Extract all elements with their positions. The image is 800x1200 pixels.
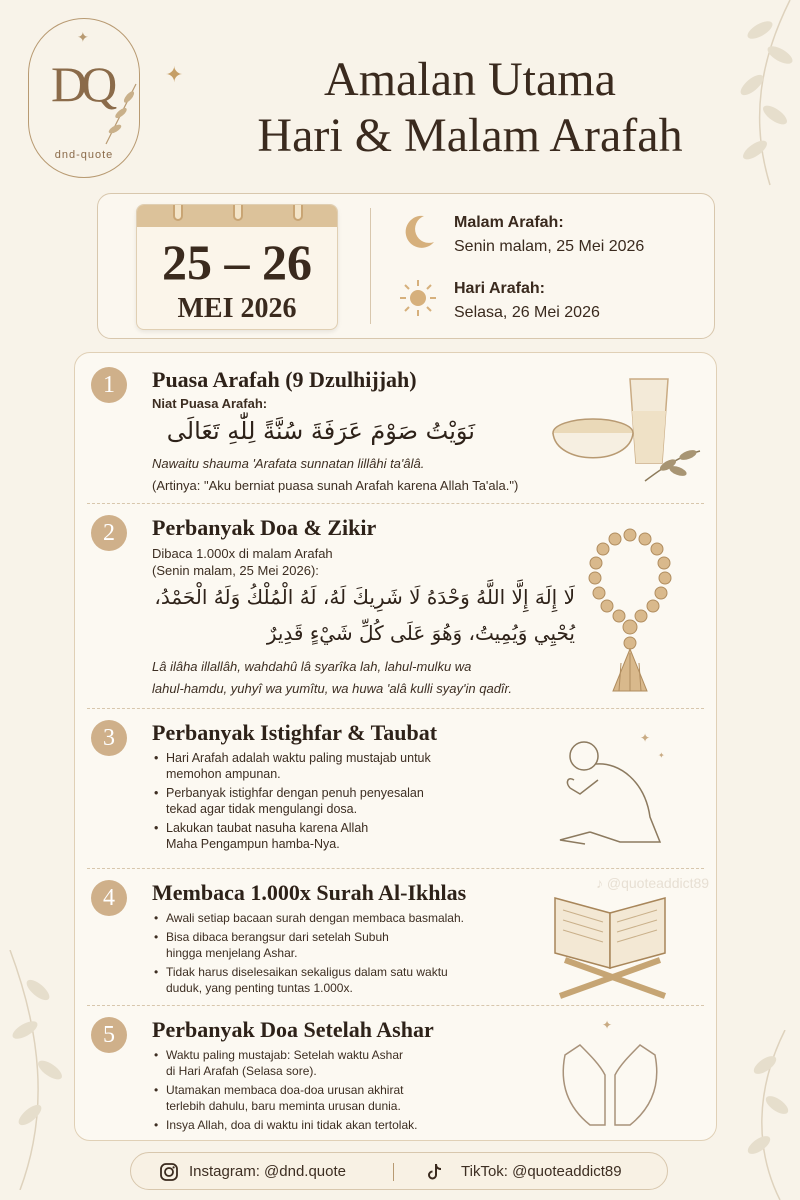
date-card — [97, 193, 715, 339]
logo-monogram: DQ — [51, 56, 112, 112]
bullet-list — [152, 750, 431, 855]
section-2 — [75, 503, 716, 708]
praying-hands-icon — [550, 1015, 670, 1135]
section-number: 1 — [91, 367, 127, 403]
list-item: • Lakukan taubat nasuha karena Allah Maha Pengampun hamba-Nya. — [152, 820, 431, 852]
bowl-and-glass-icon — [550, 371, 710, 491]
zikir-latin-2: lahul-hamdu, yuhyî wa yumîtu, wa huwa 'alâ kulli syay'in qadîr. — [152, 681, 512, 696]
section-title: Perbanyak Doa & Zikir — [152, 515, 377, 540]
zikir-arabic-2: يُحْيِي وَيُمِيتُ، وَهُوَ عَلَى كُلِّ شَيْءٍ قَدِيرٌ — [266, 621, 575, 645]
title-line-2: Hari & Malam Arafah — [257, 109, 683, 162]
svg-text:✦: ✦ — [640, 731, 651, 745]
title-line-1: Amalan Utama — [324, 53, 616, 106]
zikir-arabic-1: لَا إِلَهَ إِلَّا اللَّهُ وَحْدَهُ لَا شَرِيكَ لَهُ، لَهُ الْمُلْكُ وَلَهُ الْحَمْدُ، — [154, 585, 575, 609]
sun-icon — [398, 278, 438, 318]
night-value: Senin malam, 25 Mei 2026 — [454, 238, 645, 255]
instagram-icon — [159, 1162, 179, 1182]
list-item: • Perbanyak istighfar dengan penuh penyesalan tekad agar tidak mengulangi dosa. — [152, 785, 431, 817]
list-item: • Bisa dibaca berangsur dari setelah Subuh hingga menjelang Ashar. — [152, 929, 464, 961]
day-label: Hari Arafah: — [454, 280, 545, 297]
bullet-list — [152, 910, 464, 999]
social-footer — [130, 1152, 668, 1190]
svg-text:✦: ✦ — [602, 1018, 613, 1032]
tiktok-icon — [425, 1162, 445, 1182]
night-label: Malam Arafah: — [454, 214, 564, 231]
section-number: 5 — [91, 1017, 127, 1053]
sparkle-icon: ✦ — [77, 29, 89, 45]
section-number: 3 — [91, 720, 127, 756]
zikir-instruction-1: Dibaca 1.000x di malam Arafah — [152, 546, 333, 561]
brand-logo — [28, 18, 140, 178]
praying-person-icon — [550, 722, 680, 862]
page-title — [150, 52, 790, 164]
list-item: • Utamakan membaca doa-doa urusan akhirat terlebih dahulu, baru meminta urusan dunia. — [152, 1082, 417, 1114]
logo-leaf-icon — [101, 79, 141, 149]
divider — [393, 1163, 394, 1181]
list-item: • Insya Allah, doa di waktu ini tidak akan tertolak. — [152, 1117, 417, 1133]
date-days: 25 – 26 — [162, 234, 312, 290]
niat-arabic: نَوَيْتُ صَوْمَ عَرَفَةَ سُنَّةً لِلّٰهِ تَعَالَى — [166, 417, 475, 445]
sparkle-icon: ✦ — [165, 62, 184, 87]
niat-latin: Nawaitu shauma 'Arafata sunnatan lillâhi ta'âlâ. — [152, 456, 425, 471]
day-value: Selasa, 26 Mei 2026 — [454, 304, 600, 321]
section-title: Perbanyak Doa Setelah Ashar — [152, 1017, 434, 1042]
quran-stand-icon — [545, 878, 680, 1003]
section-number: 2 — [91, 515, 127, 551]
watermark-text: ♪ @quoteaddict89 — [596, 875, 710, 891]
calendar-icon — [136, 204, 338, 330]
list-item: • Waktu paling mustajab: Setelah waktu Ashar di Hari Arafah (Selasa sore). — [152, 1047, 417, 1079]
svg-text:✦: ✦ — [658, 751, 665, 760]
leaf-decoration-bottom-right — [715, 1030, 800, 1200]
crescent-moon-icon — [398, 212, 438, 252]
section-1 — [75, 353, 716, 503]
section-title: Perbanyak Istighfar & Taubat — [152, 720, 438, 745]
date-month: MEI 2026 — [177, 293, 297, 324]
prayer-beads-icon — [575, 523, 685, 703]
zikir-latin-1: Lâ ilâha illallâh, wahdahû lâ syarîka lah, lahul-mulku wa — [152, 659, 472, 674]
list-item: • Awali setiap bacaan surah dengan membaca basmalah. — [152, 910, 464, 926]
section-3 — [75, 708, 716, 868]
amalan-list-card — [74, 352, 717, 1141]
zikir-instruction-2: (Senin malam, 25 Mei 2026): — [152, 563, 319, 578]
list-item: • Hari Arafah adalah waktu paling mustajab untuk memohon ampunan. — [152, 750, 431, 782]
bullet-list — [152, 1047, 417, 1136]
section-5 — [75, 1005, 716, 1142]
tiktok-handle[interactable]: TikTok: @quoteaddict89 — [461, 1163, 622, 1180]
divider — [370, 208, 371, 324]
instagram-handle[interactable]: Instagram: @dnd.quote — [189, 1163, 346, 1180]
section-title: Puasa Arafah (9 Dzulhijjah) — [152, 367, 417, 392]
niat-meaning: (Artinya: "Aku berniat puasa sunah Arafah karena Allah Ta'ala.") — [152, 478, 519, 493]
niat-label: Niat Puasa Arafah: — [152, 396, 268, 411]
list-item: • Tidak harus diselesaikan sekaligus dalam satu waktu duduk, yang penting tuntas 1.000x. — [152, 964, 464, 996]
logo-tagline: dnd-quote — [54, 149, 114, 161]
section-title: Membaca 1.000x Surah Al-Ikhlas — [152, 880, 467, 905]
section-number: 4 — [91, 880, 127, 916]
